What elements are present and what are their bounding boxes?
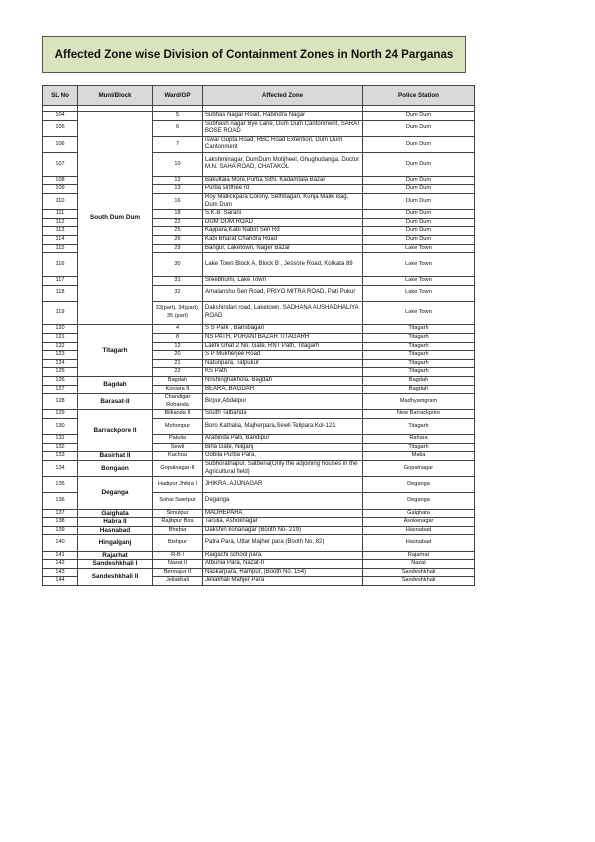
cell-sl-no: 111 xyxy=(43,210,78,219)
cell-sl-no: 115 xyxy=(43,244,78,253)
cell-ward-gp: 12 xyxy=(153,342,203,351)
cell-sl-no: 138 xyxy=(43,518,78,527)
cell-ward-gp: Bermajur II xyxy=(153,568,203,577)
cell-police-station: Nazat xyxy=(363,560,475,569)
cell-affected-zone: Birpur,Abdalpur xyxy=(203,394,363,410)
cell-muni-block: Hasnabad xyxy=(78,526,153,535)
cell-muni-block: Deganga xyxy=(78,477,153,509)
cell-ward-gp: 18 xyxy=(153,210,203,219)
cell-affected-zone: BEARA, BAGDAH xyxy=(203,385,363,394)
cell-affected-zone: S S Park , Bansbagan xyxy=(203,325,363,334)
cell-affected-zone: Roy Mallickpara Colony, Sethbagan, Kunja Malik Bag, Dum Dum xyxy=(203,193,363,209)
cell-muni-block: Sandeshkhali II xyxy=(78,568,153,585)
cell-ward-gp: 22 xyxy=(153,368,203,377)
cell-sl-no: 105 xyxy=(43,120,78,136)
cell-sl-no: 133 xyxy=(43,452,78,461)
cell-sl-no: 140 xyxy=(43,535,78,551)
cell-affected-zone: Dakshin konanagar (Booth No- 219) xyxy=(203,526,363,535)
cell-police-station: Titagarh xyxy=(363,368,475,377)
cell-ward-gp: 29 xyxy=(153,244,203,253)
cell-ward-gp: Kachua xyxy=(153,452,203,461)
cell-police-station: Dum Dum xyxy=(363,152,475,176)
cell-affected-zone: KS Path xyxy=(203,368,363,377)
cell-affected-zone: South Talbanda xyxy=(203,410,363,419)
cell-police-station: Lake Town xyxy=(363,285,475,301)
cell-police-station: Dum Dum xyxy=(363,176,475,185)
cell-police-station: Lake Town xyxy=(363,276,475,285)
cell-sl-no: 139 xyxy=(43,526,78,535)
cell-muni-block: Basirhat II xyxy=(78,452,153,461)
cell-police-station: Hasnabad xyxy=(363,526,475,535)
table-row xyxy=(43,518,475,527)
cell-ward-gp: 10 xyxy=(153,152,203,176)
cell-police-station: Titagarh xyxy=(363,334,475,343)
cell-police-station: Bagdah xyxy=(363,377,475,386)
header-ward-gp: Ward/GP xyxy=(153,86,203,106)
table-row xyxy=(43,452,475,461)
table-row xyxy=(43,394,475,410)
cell-ward-gp: 13 xyxy=(153,185,203,194)
cell-sl-no: 114 xyxy=(43,235,78,244)
cell-sl-no: 122 xyxy=(43,342,78,351)
cell-affected-zone: Gobila Purba Para, xyxy=(203,452,363,461)
cell-affected-zone: Natunpara, Talpukur xyxy=(203,359,363,368)
cell-ward-gp: 7 xyxy=(153,136,203,152)
cell-affected-zone: Arabinda Palli, Bandipur xyxy=(203,435,363,444)
cell-police-station: Matia xyxy=(363,452,475,461)
cell-police-station: Hasnabad xyxy=(363,535,475,551)
cell-sl-no: 132 xyxy=(43,443,78,452)
cell-sl-no: 127 xyxy=(43,385,78,394)
cell-ward-gp: 32 xyxy=(153,285,203,301)
cell-affected-zone: NS PATH, PURANI BAZAR TITAGARH xyxy=(203,334,363,343)
cell-affected-zone: Iswar Gupta Road, RBC Road Extention, Dum Dum Cantonment xyxy=(203,136,363,152)
cell-affected-zone: Tarulia, Ashoknagar xyxy=(203,518,363,527)
cell-affected-zone: Raigachi school para, xyxy=(203,551,363,560)
table-row xyxy=(43,535,475,551)
cell-ward-gp: Patulia xyxy=(153,435,203,444)
cell-police-station: Dum Dum xyxy=(363,136,475,152)
cell-muni-block: Barasat-II xyxy=(78,394,153,410)
cell-police-station: Bagdah xyxy=(363,385,475,394)
cell-sl-no: 125 xyxy=(43,368,78,377)
cell-sl-no: 131 xyxy=(43,435,78,444)
cell-police-station: Rahara xyxy=(363,435,475,444)
header-muni-block: Muni/Block xyxy=(78,86,153,106)
cell-sl-no: 117 xyxy=(43,276,78,285)
cell-affected-zone: Birla Gate, Nilganj xyxy=(203,443,363,452)
cell-sl-no: 144 xyxy=(43,577,78,586)
cell-sl-no: 106 xyxy=(43,136,78,152)
table-row xyxy=(43,509,475,518)
cell-police-station: New Barrackpore xyxy=(363,410,475,419)
cell-affected-zone: Kajipara,Kabi Nabin Sen Rd xyxy=(203,227,363,236)
cell-sl-no: 143 xyxy=(43,568,78,577)
cell-affected-zone: Lake Town Block A, Block B , Jessore Road, Kolkata 89 xyxy=(203,253,363,277)
cell-police-station: Sandeshkhali xyxy=(363,577,475,586)
cell-muni-block: Rajarhat xyxy=(78,551,153,560)
table-row xyxy=(43,410,475,419)
cell-ward-gp: Bishpur xyxy=(153,535,203,551)
table-row xyxy=(43,551,475,560)
containment-zones-table xyxy=(42,85,475,586)
cell-sl-no: 134 xyxy=(43,460,78,476)
cell-police-station: Dum Dum xyxy=(363,227,475,236)
cell-affected-zone: Bangur, Laketown, Nager Bazar xyxy=(203,244,363,253)
cell-ward-gp: Rajibpur Bira xyxy=(153,518,203,527)
cell-affected-zone: Subhoratnapur, Satberia(Only the adjoining houses in the Agricultural field) xyxy=(203,460,363,476)
cell-affected-zone: Subhas Nagar Road, Rabindra Nagar xyxy=(203,112,363,121)
cell-police-station: Asokenagar xyxy=(363,518,475,527)
cell-muni-block: South Dum Dum xyxy=(78,112,153,325)
cell-ward-gp: 21 xyxy=(153,359,203,368)
cell-sl-no: 130 xyxy=(43,419,78,435)
cell-affected-zone: DUM DUM ROAD xyxy=(203,218,363,227)
cell-police-station: Madhyamgram xyxy=(363,394,475,410)
cell-affected-zone: Deganga xyxy=(203,493,363,509)
cell-sl-no: 116 xyxy=(43,253,78,277)
table-row xyxy=(43,112,475,121)
cell-affected-zone: Kabi Bharat Chandra Road xyxy=(203,235,363,244)
cell-muni-block: Sandeshkhali I xyxy=(78,560,153,569)
cell-affected-zone: Nrishinghakhola, Bagdah xyxy=(203,377,363,386)
cell-police-station: Dum Dum xyxy=(363,120,475,136)
cell-affected-zone: Bakultala More,Purba Sithi, Kadamtala Bazar xyxy=(203,176,363,185)
table-row xyxy=(43,560,475,569)
cell-sl-no: 124 xyxy=(43,359,78,368)
table-body xyxy=(43,112,475,586)
cell-ward-gp: 22 xyxy=(153,218,203,227)
cell-affected-zone: MADHEPARA xyxy=(203,509,363,518)
cell-sl-no: 107 xyxy=(43,152,78,176)
cell-sl-no: 118 xyxy=(43,285,78,301)
cell-muni-block: Bongaon xyxy=(78,460,153,476)
cell-muni-block: Barrackpore II xyxy=(78,410,153,452)
cell-affected-zone: Naskarpara, Rampur, (Booth No. 154) xyxy=(203,568,363,577)
cell-affected-zone: Dakshindari road, Laketown. SADHANA AUSHADHALIYA ROAD xyxy=(203,301,363,325)
cell-sl-no: 126 xyxy=(43,377,78,386)
cell-sl-no: 121 xyxy=(43,334,78,343)
cell-ward-gp: Sewli xyxy=(153,443,203,452)
cell-police-station: Dum Dum xyxy=(363,112,475,121)
cell-muni-block: Habra II xyxy=(78,518,153,527)
cell-ward-gp: Bagdah xyxy=(153,377,203,386)
cell-ward-gp: 8 xyxy=(153,334,203,343)
cell-police-station: Sandeshkhali xyxy=(363,568,475,577)
cell-muni-block: Bagdah xyxy=(78,377,153,394)
cell-ward-gp: 26 xyxy=(153,235,203,244)
cell-ward-gp: Gopalnagar-II xyxy=(153,460,203,476)
table-row xyxy=(43,460,475,476)
cell-police-station: Dum Dum xyxy=(363,210,475,219)
cell-ward-gp: 30 xyxy=(153,253,203,277)
cell-sl-no: 129 xyxy=(43,410,78,419)
cell-ward-gp: Mohonpur xyxy=(153,419,203,435)
cell-police-station: Dum Dum xyxy=(363,235,475,244)
cell-ward-gp: 6 xyxy=(153,120,203,136)
cell-sl-no: 109 xyxy=(43,185,78,194)
cell-police-station: Lake Town xyxy=(363,253,475,277)
cell-affected-zone: Patra Para, Uttar Majher para (Booth No. 82) xyxy=(203,535,363,551)
cell-police-station: Dum Dum xyxy=(363,185,475,194)
cell-muni-block: Hingalganj xyxy=(78,535,153,551)
cell-ward-gp: 12 xyxy=(153,176,203,185)
cell-sl-no: 108 xyxy=(43,176,78,185)
cell-sl-no: 112 xyxy=(43,218,78,227)
cell-ward-gp: 5 xyxy=(153,112,203,121)
cell-ward-gp: Bhebia xyxy=(153,526,203,535)
cell-police-station: Lake Town xyxy=(363,301,475,325)
cell-sl-no: 119 xyxy=(43,301,78,325)
cell-affected-zone: S.P Mukherjee Road xyxy=(203,351,363,360)
cell-sl-no: 142 xyxy=(43,560,78,569)
cell-ward-gp: 31 xyxy=(153,276,203,285)
table-row xyxy=(43,526,475,535)
cell-police-station: Deganga xyxy=(363,477,475,493)
cell-muni-block: Titagarh xyxy=(78,325,153,377)
cell-affected-zone: Boro Kathalia, Majherpara,Sewli Telipara Kol-121 xyxy=(203,419,363,435)
cell-ward-gp: Sohai Swetpur xyxy=(153,493,203,509)
cell-ward-gp: 33(part), 34(part), 35 (part) xyxy=(153,301,203,325)
cell-sl-no: 123 xyxy=(43,351,78,360)
cell-police-station: Gopalnagar xyxy=(363,460,475,476)
cell-sl-no: 141 xyxy=(43,551,78,560)
cell-affected-zone: JHIKRA, AJIJNAGAR xyxy=(203,477,363,493)
header-row xyxy=(43,86,475,106)
cell-police-station: Gaighata xyxy=(363,509,475,518)
cell-police-station: Dum Dum xyxy=(363,218,475,227)
cell-ward-gp: 25 xyxy=(153,227,203,236)
cell-muni-block: Gaighata xyxy=(78,509,153,518)
cell-sl-no: 104 xyxy=(43,112,78,121)
cell-ward-gp: 16 xyxy=(153,193,203,209)
cell-ward-gp: Simulpur xyxy=(153,509,203,518)
cell-affected-zone: Lakshminagar, DumDum Motijheel, Ghughudanga, Doctor M.N. SAHA ROAD, CHATAKOL xyxy=(203,152,363,176)
cell-affected-zone: Purba sinthee rd xyxy=(203,185,363,194)
cell-police-station: Dum Dum xyxy=(363,193,475,209)
cell-affected-zone: Amalanshu Sen Road, PRIYO MITRA ROAD, Pati Pukur xyxy=(203,285,363,301)
cell-sl-no: 128 xyxy=(43,394,78,410)
cell-sl-no: 110 xyxy=(43,193,78,209)
cell-affected-zone: Lakhi Ghat 2 No. Gate, RNT Path, Titagarh xyxy=(203,342,363,351)
cell-affected-zone: Sreebhumi, Lake Town xyxy=(203,276,363,285)
table-row xyxy=(43,477,475,493)
cell-ward-gp: Jeliakhali xyxy=(153,577,203,586)
cell-affected-zone: Subhash nagar Bye Lane, Dum Dum Cantonment, SARAT BOSE ROAD xyxy=(203,120,363,136)
cell-ward-gp: 20 xyxy=(153,351,203,360)
cell-police-station: Titagarh xyxy=(363,419,475,435)
header-sl-no: SL No xyxy=(43,86,78,106)
cell-ward-gp: R-B I xyxy=(153,551,203,560)
table-row xyxy=(43,377,475,386)
cell-police-station: Lake Town xyxy=(363,244,475,253)
cell-affected-zone: Atbunia Para, Nazat-II xyxy=(203,560,363,569)
cell-police-station: Titagarh xyxy=(363,325,475,334)
cell-sl-no: 137 xyxy=(43,509,78,518)
cell-police-station: Deganga xyxy=(363,493,475,509)
cell-affected-zone: Jeliakhali Mahjer Para xyxy=(203,577,363,586)
cell-ward-gp: Chandigar Rohanda xyxy=(153,394,203,410)
cell-police-station: Titagarh xyxy=(363,443,475,452)
cell-police-station: Titagarh xyxy=(363,359,475,368)
cell-ward-gp: Koniara II xyxy=(153,385,203,394)
cell-sl-no: 113 xyxy=(43,227,78,236)
cell-police-station: Rajarhat xyxy=(363,551,475,560)
table-row xyxy=(43,325,475,334)
table-row xyxy=(43,568,475,577)
cell-ward-gp: Hadipur Jhikra I xyxy=(153,477,203,493)
header-police-station: Police Station xyxy=(363,86,475,106)
cell-police-station: Titagarh xyxy=(363,351,475,360)
header-affected-zone: Affected Zone xyxy=(203,86,363,106)
cell-sl-no: 135 xyxy=(43,477,78,493)
document-title: Affected Zone wise Division of Containment Zones in North 24 Parganas xyxy=(42,36,466,73)
cell-sl-no: 120 xyxy=(43,325,78,334)
cell-sl-no: 136 xyxy=(43,493,78,509)
cell-affected-zone: S.K.B. Sarani xyxy=(203,210,363,219)
cell-ward-gp: Bilkanda II xyxy=(153,410,203,419)
cell-ward-gp: Nazat II xyxy=(153,560,203,569)
cell-ward-gp: 4 xyxy=(153,325,203,334)
cell-police-station: Titagarh xyxy=(363,342,475,351)
